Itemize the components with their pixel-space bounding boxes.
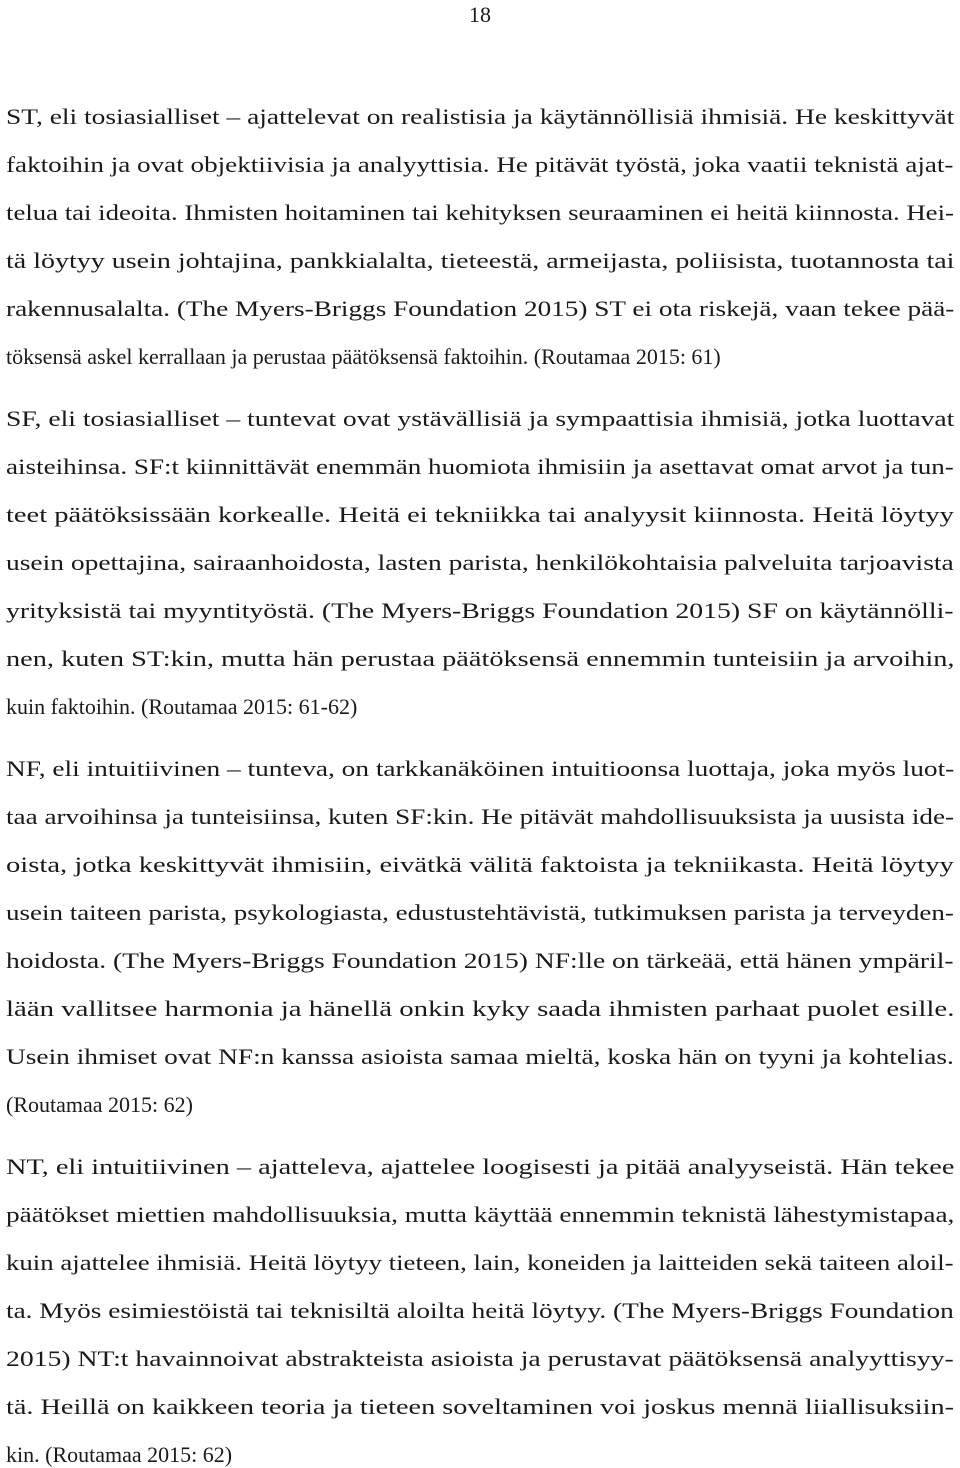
text-line: usein opettajina, sairaanhoidosta, lasten parista, henkilökohtaisia palveluita tarjoavista — [6, 550, 954, 575]
text-line: lään vallitsee harmonia ja hänellä onkin kyky saada ihmisten parhaat puolet esille. — [6, 996, 955, 1021]
text-line: kuin ajattelee ihmisiä. Heitä löytyy tieteen, lain, koneiden ja laitteiden sekä taiteen aloil- — [6, 1250, 954, 1275]
text-line: NT, eli intuitiivinen – ajatteleva, ajattelee loogisesti ja pitää analyyseistä. Hän tekee — [6, 1154, 955, 1179]
text-line: ta. Myös esimiestöistä tai teknisiltä aloilta heitä löytyy. (The Myers-Briggs Foundation — [6, 1298, 954, 1323]
text-line: telua tai ideoita. Ihmisten hoitaminen tai kehityksen seuraaminen ei heitä kiinnosta. Hei- — [6, 200, 954, 225]
page-number: 18 — [469, 2, 491, 27]
text-line: töksensä askel kerrallaan ja perustaa päätöksensä faktoihin. (Routamaa 2015: 61) — [6, 344, 721, 369]
text-line: aisteihinsa. SF:t kiinnittävät enemmän huomiota ihmisiin ja asettavat omat arvot ja tun- — [6, 454, 954, 479]
text-line: yrityksistä tai myyntityöstä. (The Myers-Briggs Foundation 2015) SF on käytännölli- — [6, 598, 954, 623]
text-line: kuin faktoihin. (Routamaa 2015: 61-62) — [6, 694, 358, 719]
text-line: taa arvoihinsa ja tunteisiinsa, kuten SF:kin. He pitävät mahdollisuuksista ja uusista ide- — [6, 804, 955, 829]
text-line: ST, eli tosiasialliset – ajattelevat on realistisia ja käytännöllisiä ihmisiä. He keskittyvät — [6, 104, 955, 129]
text-line: tä. Heillä on kaikkeen teoria ja tieteen soveltaminen voi joskus mennä liiallisuksiin- — [6, 1394, 955, 1419]
text-line: teet päätöksissään korkealle. Heitä ei tekniikka tai analyysit kiinnosta. Heitä löytyy — [6, 502, 954, 527]
text-line: faktoihin ja ovat objektiivisia ja analyyttisia. He pitävät työstä, joka vaatii teknistä ajat- — [6, 152, 954, 177]
text-line: rakennusalalta. (The Myers-Briggs Foundation 2015) ST ei ota riskejä, vaan tekee pää- — [6, 296, 955, 321]
text-line: hoidosta. (The Myers-Briggs Foundation 2015) NF:lle on tärkeää, että hänen ympäril- — [6, 948, 954, 973]
text-line: usein taiteen parista, psykologiasta, edustustehtävistä, tutkimuksen parista ja terveyden- — [6, 900, 954, 925]
text-line: nen, kuten ST:kin, mutta hän perustaa päätöksensä ennemmin tunteisiin ja arvoihin, — [6, 646, 955, 671]
text-line: NF, eli intuitiivinen – tunteva, on tarkkanäköinen intuitioonsa luottaja, joka myös luot- — [6, 756, 955, 781]
text-line: päätökset miettien mahdollisuuksia, mutta käyttää ennemmin teknistä lähestymistapaa, — [6, 1202, 955, 1227]
text-line: tä löytyy usein johtajina, pankkialalta, tieteestä, armeijasta, poliisista, tuotannosta tai — [6, 248, 955, 273]
text-line: oista, jotka keskittyvät ihmisiin, eivätkä välitä faktoista ja tekniikasta. Heitä löytyy — [6, 852, 954, 877]
text-line: (Routamaa 2015: 62) — [6, 1092, 193, 1117]
text-line: 2015) NT:t havainnoivat abstrakteista asioista ja perustavat päätöksensä analyyttisyy- — [6, 1346, 954, 1371]
text-line: Usein ihmiset ovat NF:n kanssa asioista samaa mieltä, koska hän on tyyni ja kohtelias. — [6, 1044, 954, 1069]
text-line: kin. (Routamaa 2015: 62) — [6, 1442, 233, 1467]
text-line: SF, eli tosiasialliset – tuntevat ovat ystävällisiä ja sympaattisia ihmisiä, jotka luottavat — [6, 406, 955, 431]
